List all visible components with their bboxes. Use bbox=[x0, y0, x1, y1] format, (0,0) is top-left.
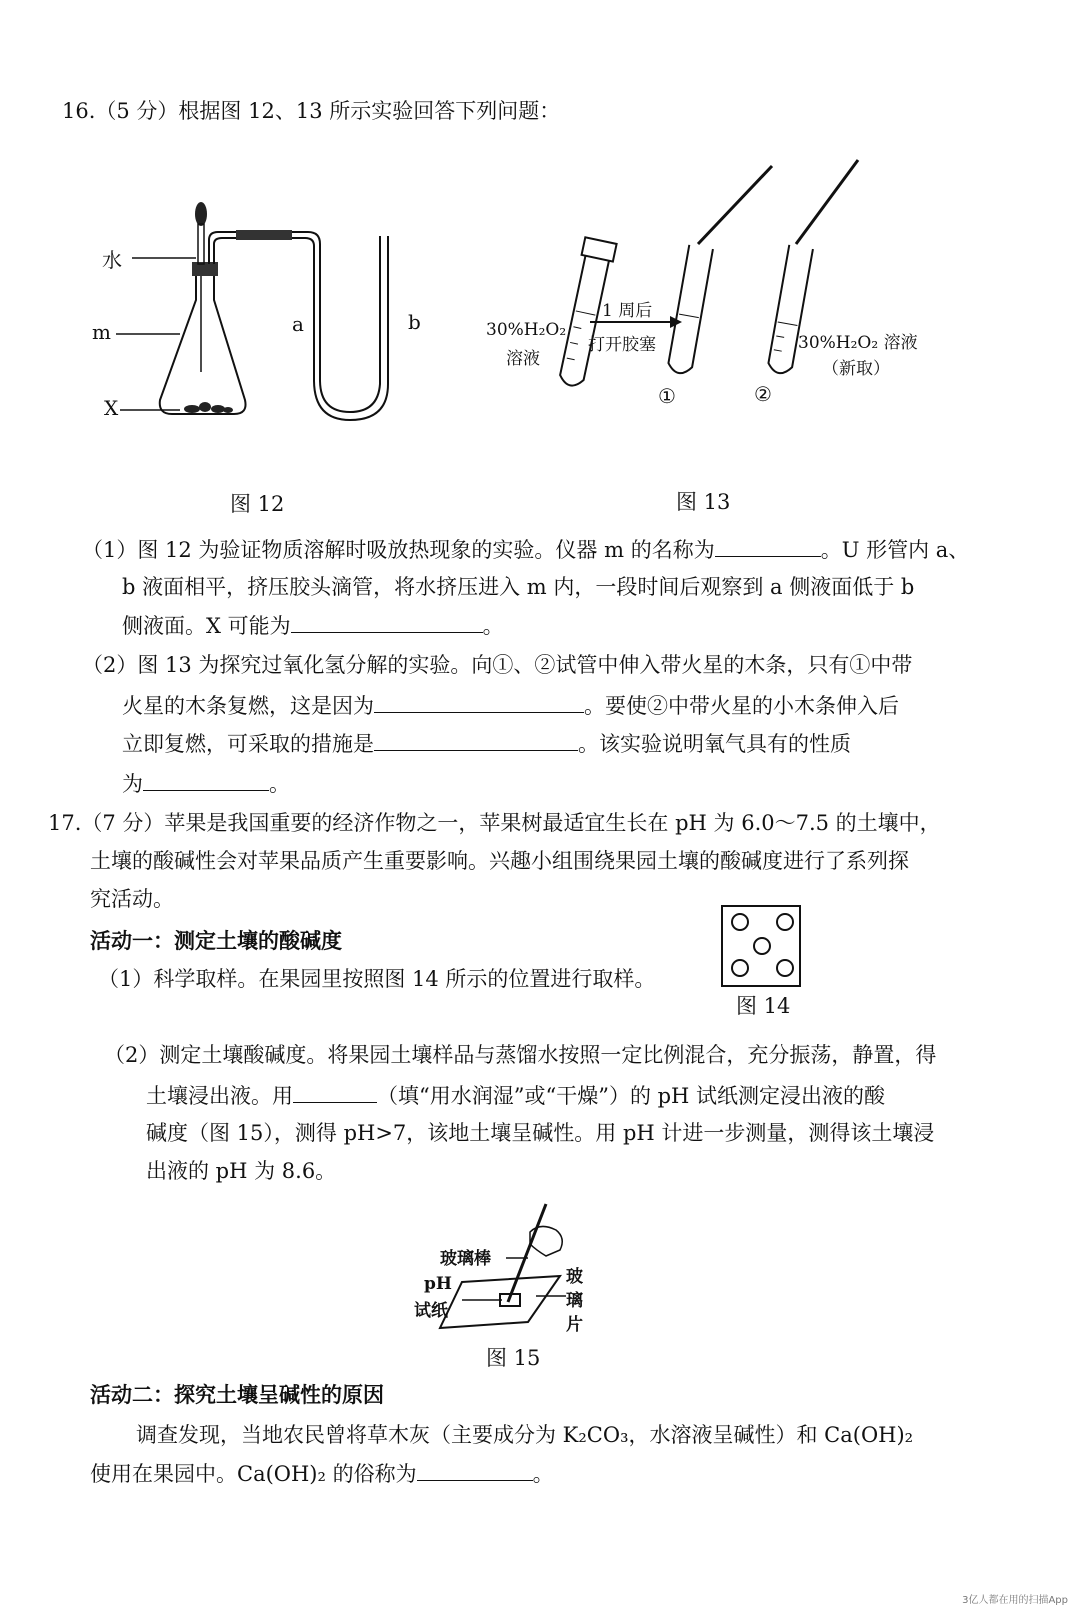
fig15-glass-label-1: 玻 bbox=[566, 1267, 583, 1287]
fig12-water-label: 水 bbox=[102, 248, 122, 272]
fig12-caption: 图 12 bbox=[230, 492, 285, 516]
q16-part1-line1: （1）图 12 为验证物质溶解时吸放热现象的实验。仪器 m 的名称为 。U 形管内 a、 bbox=[82, 534, 969, 565]
fig15-caption: 图 15 bbox=[486, 1346, 541, 1370]
blank-oxygen-property[interactable] bbox=[143, 768, 269, 791]
fig13-left-label-2: 溶液 bbox=[506, 349, 540, 369]
fig12-b-label: b bbox=[408, 310, 421, 334]
fig13-left-label-1: 30%H₂O₂ bbox=[486, 320, 567, 340]
splint-2 bbox=[796, 160, 858, 244]
fig13-arrow-top: 1 周后 bbox=[602, 301, 653, 321]
blank-reason[interactable] bbox=[374, 690, 584, 713]
fig14-sample-points bbox=[732, 914, 793, 976]
blank-x-substance[interactable] bbox=[291, 610, 483, 633]
q16-part2-line3: 立即复燃，可采取的措施是 。该实验说明氧气具有的性质 bbox=[122, 728, 851, 759]
test-tube-1 bbox=[667, 245, 713, 375]
fig12-x-label: X bbox=[104, 396, 119, 420]
activity2-line1: 调查发现，当地农民曾将草木灰（主要成分为 K₂CO₃，水溶液呈碱性）和 Ca(OH)₂ bbox=[136, 1423, 914, 1447]
rubber-stopper bbox=[192, 262, 218, 276]
dropper-tube bbox=[198, 224, 204, 264]
activity1-part2-line4: 出液的 pH 为 8.6。 bbox=[146, 1159, 337, 1183]
scanner-watermark: 3亿人都在用的扫描App bbox=[962, 1595, 1068, 1606]
blank-caoh2-common-name[interactable] bbox=[417, 1458, 533, 1481]
fig13-arrow-bottom: 打开胶塞 bbox=[588, 335, 656, 355]
q16-part2-line1: （2）图 13 为探究过氧化氢分解的实验。向①、②试管中伸入带火星的木条，只有①中带 bbox=[82, 653, 913, 677]
fig15-ph-label-2: 试纸 bbox=[414, 1301, 448, 1321]
activity1-part2-line1: （2）测定土壤酸碱度。将果园土壤样品与蒸馏水按照一定比例混合，充分振荡，静置，得 bbox=[104, 1043, 937, 1067]
fig13-caption: 图 13 bbox=[676, 490, 731, 514]
blank-measure[interactable] bbox=[374, 728, 578, 751]
fig12-a-label: a bbox=[292, 312, 304, 336]
q16-part1-line2: b 液面相平，挤压胶头滴管，将水挤压进入 m 内，一段时间后观察到 a 侧液面低于 b bbox=[122, 575, 915, 599]
q17-line1: 17.（7 分）苹果是我国重要的经济作物之一，苹果树最适宜生长在 pH 为 6.0～7.5 的土壤中， bbox=[48, 811, 941, 835]
fig15-ph-label-1: pH bbox=[424, 1274, 452, 1294]
fig13-tube2-label: ② bbox=[754, 382, 772, 406]
q16-part2-line2: 火星的木条复燃，这是因为 。要使②中带火星的小木条伸入后 bbox=[122, 690, 899, 721]
solid-x bbox=[184, 402, 233, 413]
activity1-part2-line2: 土壤浸出液。用 （填“用水润湿”或“干燥”）的 pH 试纸测定浸出液的酸 bbox=[146, 1080, 885, 1111]
blank-instrument-m[interactable] bbox=[715, 534, 821, 557]
rubber-connector bbox=[236, 230, 292, 240]
q16-title: 16.（5 分）根据图 12、13 所示实验回答下列问题： bbox=[62, 99, 561, 123]
fig13-right-label-1: 30%H₂O₂ 溶液 bbox=[798, 333, 918, 353]
activity1-part1: （1）科学取样。在果园里按照图 14 所示的位置进行取样。 bbox=[98, 967, 656, 991]
activity1-title: 活动一：测定土壤的酸碱度 bbox=[90, 928, 342, 953]
fig15-glass-label-3: 片 bbox=[566, 1315, 583, 1335]
fig14-caption: 图 14 bbox=[736, 994, 791, 1018]
activity2-line2: 使用在果园中。Ca(OH)₂ 的俗称为 。 bbox=[90, 1458, 554, 1489]
activity2-title: 活动二：探究土壤呈碱性的原因 bbox=[90, 1382, 384, 1407]
q17-line3: 究活动。 bbox=[90, 887, 174, 911]
blank-ph-paper-state[interactable] bbox=[293, 1080, 377, 1103]
fig13-right-label-2: （新取） bbox=[822, 359, 890, 379]
fig15-glass-label-2: 璃 bbox=[566, 1291, 583, 1311]
conical-flask bbox=[160, 272, 246, 414]
fig12-m-label: m bbox=[92, 320, 111, 344]
q16-part1-line3: 侧液面。X 可能为 。 bbox=[122, 610, 504, 641]
fig13-tube1-label: ① bbox=[658, 384, 676, 408]
dropper-bulb bbox=[195, 202, 207, 226]
fig15-rod-label: 玻璃棒 bbox=[440, 1249, 491, 1269]
splint-1 bbox=[698, 166, 772, 244]
q17-line2: 土壤的酸碱性会对苹果品质产生重要影响。兴趣小组围绕果园土壤的酸碱度进行了系列探 bbox=[90, 849, 909, 873]
activity1-part2-line3: 碱度（图 15），测得 pH>7，该地土壤呈碱性。用 pH 计进一步测量，测得该土壤浸 bbox=[146, 1121, 935, 1145]
q16-part2-line4: 为 。 bbox=[122, 768, 290, 799]
test-tube-2 bbox=[767, 245, 813, 375]
